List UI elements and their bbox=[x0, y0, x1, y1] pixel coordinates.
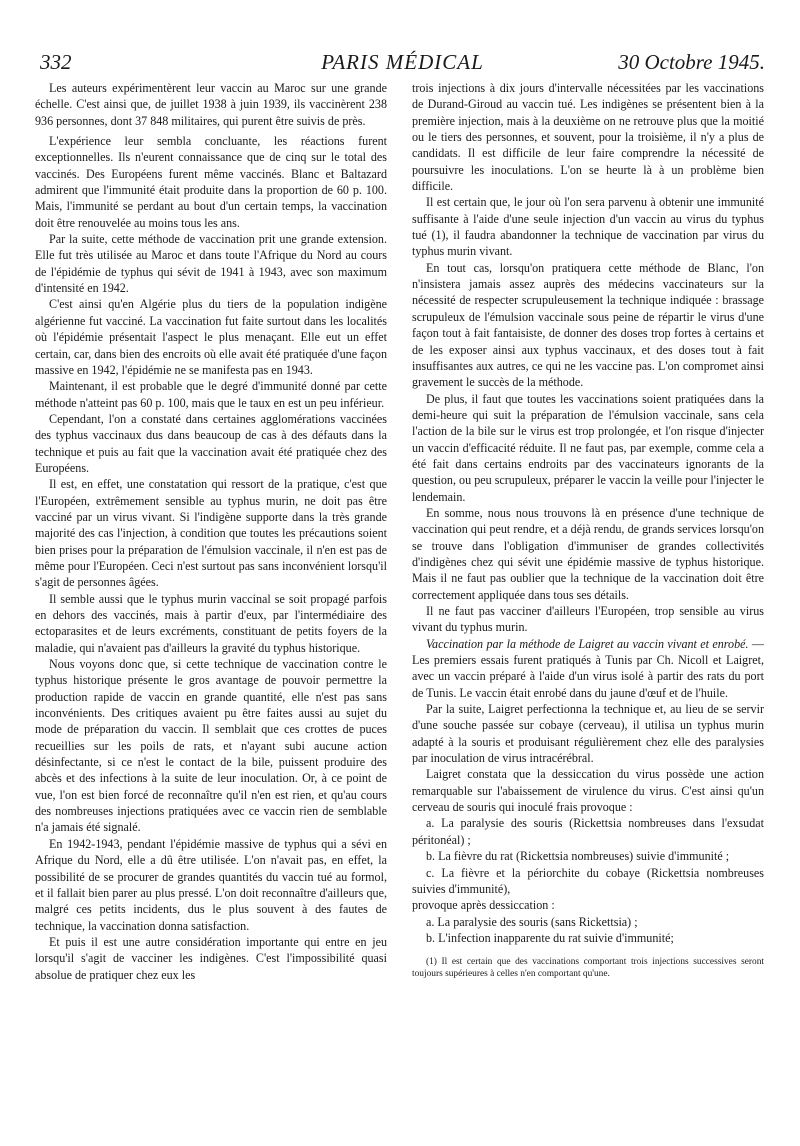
list-intro: provoque après dessiccation : bbox=[412, 898, 555, 913]
paragraph: Il est certain que, le jour où l'on sera parvenu à obtenir une immunité suffisante à l'aide d'une seule injection d'un vaccin au virus du typhus tué (1), il faudra abandonner la technique de vaccination par virus du typhus murin vivant. bbox=[412, 195, 764, 259]
list-item: c. La fièvre et la périorchite du cobaye (Rickettsia nombreuses suivies d'immunité), bbox=[412, 865, 764, 896]
list-item: a. La paralysie des souris (sans Rickettsia) ; bbox=[426, 914, 638, 929]
left-column bbox=[35, 80, 387, 983]
section-heading: Vaccination par la méthode de Laigret au vaccin vivant et enrobé. bbox=[426, 636, 749, 651]
list-item: a. La paralysie des souris (Rickettsia nombreuses dans l'exsudat péritonéal) ; bbox=[412, 816, 764, 847]
page-number: 332 bbox=[40, 50, 72, 74]
paragraph: Et puis il est une autre considération importante qui entre en jeu lorsqu'il s'agit de vacciner les indigènes. C'est l'impossibilité quasi absolue de pratiquer chez eux les bbox=[35, 934, 387, 982]
list-item: b. La fièvre du rat (Rickettsia nombreuses) suivie d'immunité ; bbox=[426, 849, 730, 864]
footnote: (1) Il est certain que des vaccinations comportant trois injections successives seront toujours supérieures à celles n'en comportant qu'une. bbox=[412, 957, 764, 980]
paragraph-continuation: trois injections à dix jours d'intervalle nécessitées par les vaccinations de Durand-Giroud au vaccin tué. Les indigènes se présentent bien à la première injection, mais à la deuxième on ne retrouve plus que la moitié ou le tiers des personnes, et souvent, pour la troisième, il n'y a plus de candidats. Il est difficile de leur faire comprendre la nécessité de poursuivre les inoculations. L'on se heurte là à un problème bien difficile. bbox=[412, 81, 764, 194]
paragraph: Il est, en effet, une constatation qui ressort de la pratique, c'est que l'Européen, extrêmement sensible au typhus murin, ne doit pas être vacciné par un virus vivant. Si l'indigène supporte dans la très grande majorité des cas l'injection, à condition que toutes les précautions soient bien prises pour la préparation de l'émulsion vaccinale, il n'en est pas de même pour l'Européen. Ceci n'est surtout pas sans inconvénient lorsqu'il s'agit de personnes âgées. bbox=[35, 477, 387, 590]
paragraph: Il ne faut pas vacciner d'ailleurs l'Européen, trop sensible au virus vivant du typhus murin. bbox=[412, 604, 764, 635]
right-column bbox=[412, 80, 764, 980]
paragraph: Cependant, l'on a constaté dans certaines agglomérations vaccinées des typhus vaccinaux dus dans beaucoup de cas à des défauts dans la technique et puis au fait que la vaccination avait été pratiquée chez des Européens. bbox=[35, 411, 387, 475]
section-paragraph bbox=[412, 636, 764, 701]
journal-title: PARIS MÉDICAL bbox=[321, 50, 484, 74]
paragraph: Nous voyons donc que, si cette technique de vaccination contre le typhus historique présente le gros avantage de pouvoir permettre la production rapide de vaccin en grande quantité, elle n'est pas sans inconvénients. Des critiques avaient pu être faites aussi au sujet du mode de préparation du vaccin. Il semblait que ces crottes de puces recueillies sur les poils de rats, et n'ayant subi aucune action désinfectante, si ce n'est le contact de la bile, puissent produire des abcès et des infections à la suite de leur inoculation. Or, à ce point de vue, l'on est bien forcé de reconnaître qu'il n'en est rien, et qu'au cours des nombreuses injections pratiquées avec ce vaccin rien de semblable n'a jamais été signalé. bbox=[35, 657, 387, 835]
paragraph: De plus, il faut que toutes les vaccinations soient pratiquées dans la demi-heure qui suit la préparation de l'émulsion vaccinale, sans cela l'action de la bile sur le virus est trop prolongée, et l'on risque d'injecter un vaccin d'efficacité réduite. Il ne faut pas, par exemple, comme cela a été fait dans certains endroits par des vaccinateurs ignorants de la question, ou peu scrupuleux, préparer le vaccin la veille pour l'injecter le lendemain. bbox=[412, 391, 764, 504]
paragraph: C'est ainsi qu'en Algérie plus du tiers de la population indigène algérienne fut vacciné. La vaccination fut faite surtout dans les localités où l'épidémie présentait l'aspect le plus menaçant. Elle eut un effet certain, car, dans bien des encroits où elle avait été pratiquée d'une façon massive en 1942, l'épidémie ne se manifesta pas en 1943. bbox=[35, 297, 387, 377]
paragraph: Les auteurs expérimentèrent leur vaccin au Maroc sur une grande échelle. C'est ainsi que, de juillet 1938 à juin 1939, ils vaccinèrent 238 936 personnes, dont 37 848 militaires, qui purent être suivis de près. bbox=[35, 81, 387, 128]
paragraph: Par la suite, Laigret perfectionna la technique et, au lieu de se servir d'une souche passée sur cobaye (cerveau), il utilisa un typhus murin adapté à la souris et produisant régulièrement chez elle des paralysies par inoculation de virus intracérébral. bbox=[412, 702, 764, 766]
paragraph: En tout cas, lorsqu'on pratiquera cette méthode de Blanc, l'on n'insistera jamais assez auprès des médecins vaccinateurs sur la nécessité de respecter scrupuleusement la technique indiquée : brassage scrupuleux de l'émulsion vaccinale sous peine de répartir le virus d'une façon tout à fait fantaisiste, de donner des doses trop fortes à certains et de les exposer ainsi aux typhus vaccinaux, et des doses tout à fait insuffisantes aux autres, ce qui ne les vaccine pas. L'on compromet ainsi gravement le succès de la méthode. bbox=[412, 260, 764, 390]
paragraph: Par la suite, cette méthode de vaccination prit une grande extension. Elle fut très utilisée au Maroc et dans toute l'Afrique du Nord au cours de l'épidémie de typhus qui sévit de 1941 à 1943, avec son maximum d'intensité en 1942. bbox=[35, 232, 387, 296]
paragraph: L'expérience leur sembla concluante, les réactions furent exceptionnelles. Ils n'eurent connaissance que de cinq sur le total des vaccinés. Des Européens furent même vaccinés. Blanc et Baltazard admirent que l'immunité était produite dans la proportion de 60 p. 100. Mais, l'immunité se perdant au bout d'un certain temps, la vaccination doit être renouvelée au moins tous les ans. bbox=[35, 134, 387, 230]
paragraph: En 1942-1943, pendant l'épidémie massive de typhus qui a sévi en Afrique du Nord, elle a dû être utilisée. L'on n'avait pas, en effet, la possibilité de se procurer de grandes quantités du vaccin tué au formol, et il fallait bien parer au plus pressé. L'on doit reconnaître d'ailleurs que, malgré ces petits incidents, dus le plus souvent à des fautes de technique, la vaccination donna satisfaction. bbox=[35, 836, 387, 933]
paragraph: En somme, nous nous trouvons là en présence d'une technique de vaccination qui peut rendre, et a déjà rendu, de grands services lorsqu'on se trouve dans l'obligation d'immuniser de grandes collectivités d'indigènes chez qui sévit une épidémie massive de typhus historique. Mais il ne faut pas oublier que la technique de la vaccination doit être correctement appliquée dans tous ses détails. bbox=[412, 505, 764, 602]
list-item: b. L'infection inapparente du rat suivie d'immunité; bbox=[426, 930, 674, 945]
paragraph: Laigret constata que la dessiccation du virus possède une action remarquable sur l'abaissement de virulence du virus. C'est ainsi qu'un cerveau de souris qui inoculé frais provoque : bbox=[412, 767, 764, 815]
issue-date: 30 Octobre 1945. bbox=[618, 50, 765, 74]
paragraph: Il semble aussi que le typhus murin vaccinal se soit propagé parfois en dehors des vaccinés, mais à partir d'eux, par l'intermédiaire des ectoparasites et de leurs excréments, constituant de petits foyers de la maladie, qui n'avaient pas d'ailleurs la gravité du typhus historique. bbox=[35, 591, 387, 655]
running-header bbox=[40, 50, 765, 78]
paragraph: Maintenant, il est probable que le degré d'immunité donné par cette méthode n'atteint pas 60 p. 100, mais que le taux en est un peu inférieur. bbox=[35, 379, 387, 410]
section-text: — Les premiers essais furent pratiqués à Tunis par Ch. Nicoll et Laigret, avec un vaccin préparé à l'aide d'un virus isolé à partir des rats du port de Tunis. Le vaccin était enrobé dans du jaune d'œuf et de l'huile. bbox=[412, 636, 764, 700]
